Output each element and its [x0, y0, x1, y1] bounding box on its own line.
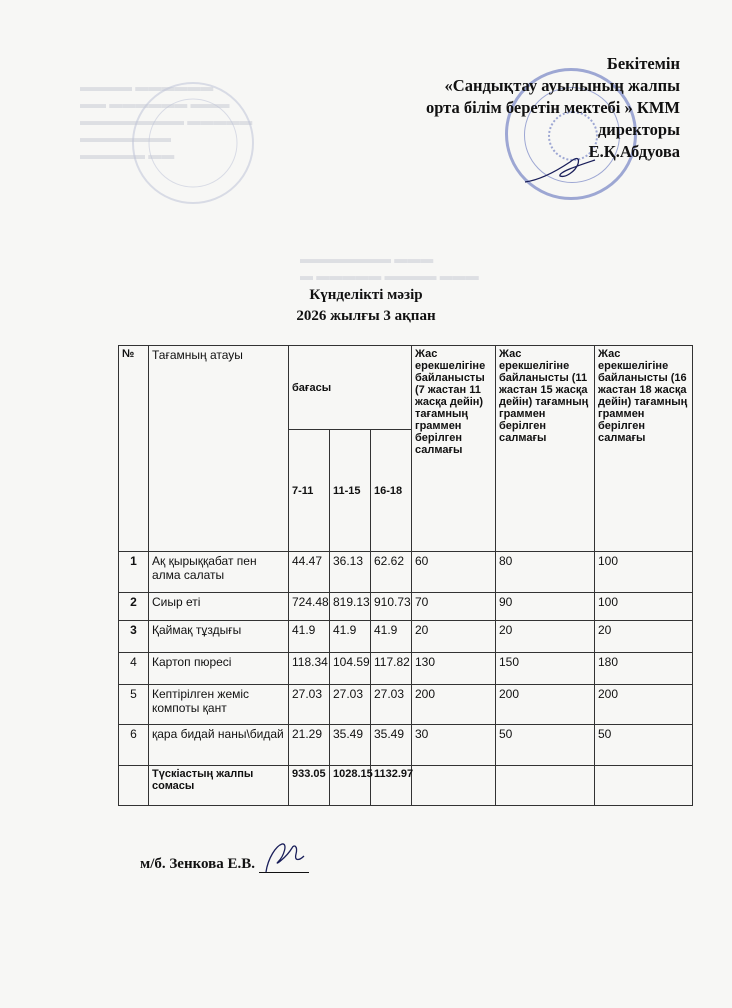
row-weight-7-11: 30 — [412, 725, 496, 766]
approval-line: Бекітемін — [606, 54, 680, 73]
table-row — [119, 725, 693, 766]
table-row — [119, 552, 693, 593]
header-age-16-18: 16-18 — [371, 430, 412, 552]
row-price-11-15: 819.13 — [330, 593, 371, 621]
total-price-11-15: 1028.15 — [330, 766, 371, 806]
approval-block — [426, 53, 680, 163]
header-weight-7-11: Жас ерекшелігіне байланысты (7 жастан 11 жасқа дейін) тағамның граммен берілген салмағы — [412, 346, 496, 552]
footer-text: м/б. Зенкова Е.В. — [140, 856, 256, 872]
row-price-11-15: 41.9 — [330, 621, 371, 653]
row-num: 1 — [119, 552, 149, 593]
row-price-16-18: 62.62 — [371, 552, 412, 593]
row-price-11-15: 35.49 — [330, 725, 371, 766]
row-dish-name: Сиыр еті — [149, 593, 289, 621]
row-dish-name: Ақ қырыққабат пен алма салаты — [149, 552, 289, 593]
row-num: 5 — [119, 685, 149, 725]
total-price-7-11: 933.05 — [289, 766, 330, 806]
row-price-16-18: 27.03 — [371, 685, 412, 725]
show-through-text: ▬▬▬▬▬▬▬ ▬▬▬ ▬ ▬▬▬▬▬ ▬▬▬▬ ▬▬▬ — [300, 251, 479, 283]
row-weight-11-15: 90 — [496, 593, 595, 621]
table-row — [119, 685, 693, 725]
row-price-7-11: 21.29 — [289, 725, 330, 766]
menu-table — [118, 345, 693, 806]
header-weight-11-15: Жас ерекшелігіне байланысты (11 жастан 15 жасқа дейін) тағамның граммен берілген салмағы — [496, 346, 595, 552]
row-weight-7-11: 200 — [412, 685, 496, 725]
approval-line: «Сандықтау ауылының жалпы — [444, 76, 680, 95]
table-row — [119, 653, 693, 685]
row-num: 3 — [119, 621, 149, 653]
show-through-text: ▬▬▬▬ ▬▬▬▬▬▬ ▬▬ ▬▬▬▬▬▬ ▬▬▬ ▬▬▬▬▬▬▬▬ ▬▬▬▬▬ ▬▬▬▬▬▬▬ ▬▬▬▬▬ ▬▬ — [80, 79, 253, 162]
header-age-11-15: 11-15 — [330, 430, 371, 552]
total-empty-cell — [412, 766, 496, 806]
total-empty-cell — [595, 766, 693, 806]
header-age-7-11: 7-11 — [289, 430, 330, 552]
row-weight-11-15: 50 — [496, 725, 595, 766]
row-price-7-11: 41.9 — [289, 621, 330, 653]
total-label: Түскіастың жалпы сомасы — [149, 766, 289, 806]
director-signature — [520, 150, 600, 190]
row-price-7-11: 118.34 — [289, 653, 330, 685]
header-weight-16-18: Жас ерекшелігіне байланысты (16 жастан 18 жасқа дейін) тағамның граммен берілген салмағы — [595, 346, 693, 552]
row-weight-16-18: 20 — [595, 621, 693, 653]
row-dish-name: Картоп пюресі — [149, 653, 289, 685]
row-price-11-15: 36.13 — [330, 552, 371, 593]
row-weight-16-18: 200 — [595, 685, 693, 725]
row-price-11-15: 104.59 — [330, 653, 371, 685]
row-price-7-11: 27.03 — [289, 685, 330, 725]
row-weight-16-18: 180 — [595, 653, 693, 685]
row-price-7-11: 724.48 — [289, 593, 330, 621]
row-weight-16-18: 100 — [595, 552, 693, 593]
row-price-16-18: 41.9 — [371, 621, 412, 653]
approval-line: директоры — [597, 120, 680, 139]
header-num: № — [119, 346, 149, 552]
row-num: 4 — [119, 653, 149, 685]
row-weight-16-18: 100 — [595, 593, 693, 621]
row-dish-name: Кептірілген жеміс компоты қант — [149, 685, 289, 725]
nurse-signature — [258, 838, 308, 878]
row-weight-16-18: 50 — [595, 725, 693, 766]
row-price-16-18: 35.49 — [371, 725, 412, 766]
row-price-16-18: 910.73 — [371, 593, 412, 621]
row-num: 6 — [119, 725, 149, 766]
row-weight-7-11: 130 — [412, 653, 496, 685]
page-subtitle: 2026 жылғы 3 ақпан — [296, 308, 436, 324]
row-weight-7-11: 60 — [412, 552, 496, 593]
total-empty-cell — [119, 766, 149, 806]
approval-line: орта білім беретін мектебі » КММ — [425, 98, 680, 117]
page-title: Күнделікті мәзір — [309, 287, 423, 303]
row-dish-name: қара бидай наны\бидай — [149, 725, 289, 766]
row-num: 2 — [119, 593, 149, 621]
table-row — [119, 621, 693, 653]
row-weight-11-15: 200 — [496, 685, 595, 725]
show-through-stamp — [128, 78, 258, 208]
row-weight-7-11: 20 — [412, 621, 496, 653]
row-price-11-15: 27.03 — [330, 685, 371, 725]
row-weight-11-15: 20 — [496, 621, 595, 653]
header-price: бағасы — [289, 346, 412, 430]
table-row — [119, 593, 693, 621]
row-weight-11-15: 150 — [496, 653, 595, 685]
total-empty-cell — [496, 766, 595, 806]
row-price-16-18: 117.82 — [371, 653, 412, 685]
header-name: Тағамның атауы — [149, 346, 289, 552]
row-dish-name: Қаймақ тұздығы — [149, 621, 289, 653]
total-row — [119, 766, 693, 806]
total-price-16-18: 1132.97 — [371, 766, 412, 806]
row-weight-11-15: 80 — [496, 552, 595, 593]
approval-line: Е.Қ.Абдуова — [588, 142, 680, 161]
row-weight-7-11: 70 — [412, 593, 496, 621]
row-price-7-11: 44.47 — [289, 552, 330, 593]
